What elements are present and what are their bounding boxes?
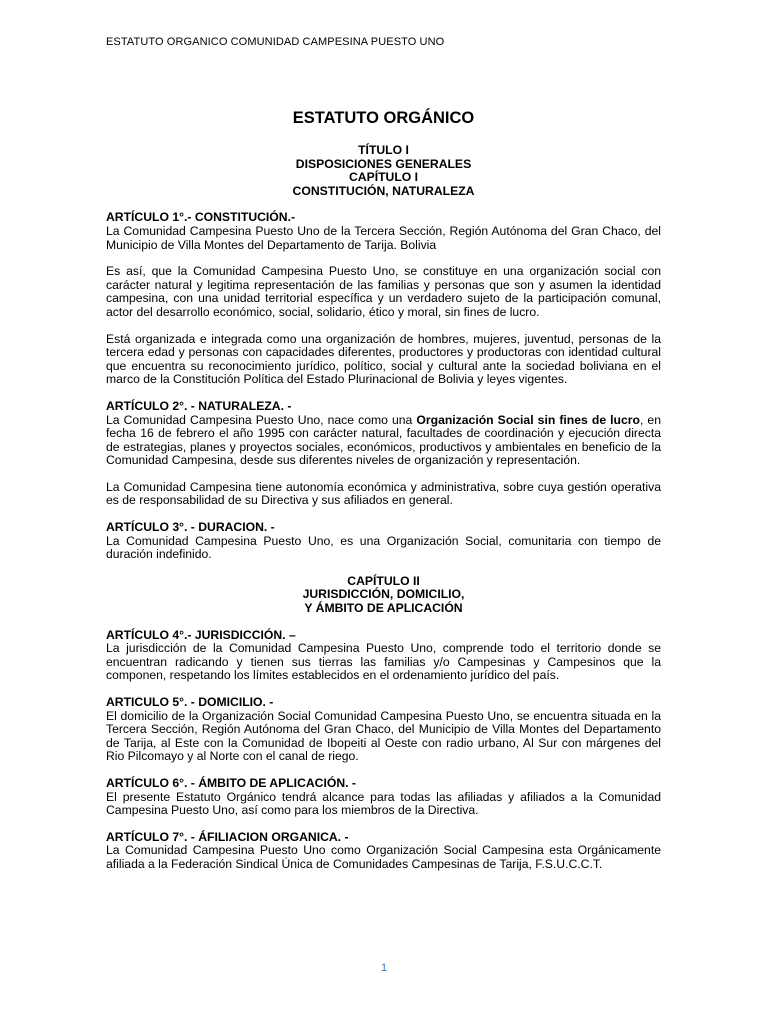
- article-2-text-end: , en fecha 16 de febrero el año 1995 con carácter natural, facultades de coordinación y ejecución directa de estrategias, planes y proyectos sociales, económicos, productivos y ambientales en beneficio de la Comunidad Campesina, desde sus diferentes niveles de organización y representación.: [106, 412, 661, 468]
- title-block-2: [106, 575, 661, 616]
- article-2-paragraph-1: [106, 414, 661, 468]
- chapter-2-subheading-1: JURISDICCIÓN, DOMICILIO,: [302, 587, 465, 602]
- document-body: [106, 108, 661, 872]
- article-2-bold-phrase: Organización Social sin fines de lucro: [416, 412, 640, 427]
- article-4-heading: ARTÍCULO 4°.- JURISDICCIÓN. –: [106, 627, 296, 642]
- article-2-heading: ARTÍCULO 2°. - NATURALEZA. -: [106, 398, 292, 413]
- article-2-paragraph-2: La Comunidad Campesina tiene autonomía económica y administrativa, sobre cuya gestión operativa es de responsabilidad de su Directiva y sus afiliados en general.: [106, 479, 661, 508]
- chapter-2-subheading-2: Y ÁMBITO DE APLICACIÓN: [304, 601, 463, 616]
- article-3-heading: ARTÍCULO 3°. - DURACION. -: [106, 520, 275, 535]
- article-7-paragraph-1: La Comunidad Campesina Puesto Uno como Organización Social Campesina esta Orgánicamente afiliada a la Federación Sindical Única de Comunidades Campesinas de Tarija, F.S.U.C.C.T.: [106, 843, 661, 871]
- article-1-paragraph-2: Es así, que la Comunidad Campesina Puesto Uno, se constituye en una organización social con carácter natural y legitima representación de las familias y personas que son y asumen la identidad campesina, con una unidad territorial específica y un verdadero sujeto de la participación comunal, actor del desarrollo económico, social, solidario, ético y moral, sin fines de lucro.: [106, 264, 661, 319]
- running-header: ESTATUTO ORGANICO COMUNIDAD CAMPESINA PUESTO UNO: [106, 36, 445, 48]
- chapter-subheading: CONSTITUCIÓN, NATURALEZA: [292, 183, 475, 198]
- article-6-heading: ARTÍCULO 6°. - ÁMBITO DE APLICACIÓN. -: [106, 775, 356, 790]
- chapter-heading: CAPÍTULO I: [348, 170, 419, 185]
- titulo-heading: TÍTULO I: [358, 143, 409, 157]
- titulo-subheading: DISPOSICIONES GENERALES: [295, 156, 472, 171]
- article-3-paragraph-1: La Comunidad Campesina Puesto Uno, es una Organización Social, comunitaria con tiempo de duración indefinido.: [106, 533, 661, 562]
- article-1-paragraph-3: Está organizada e integrada como una organización de hombres, mujeres, juventud, personas de la tercera edad y personas con capacidades diferentes, productores y productoras con identidad cultural que encuentra su reconocimiento jurídico, político, social y cultural ante la sociedad boliviana en el marco de la Constitución Política del Estado Plurinacional de Bolivia y leyes vigentes.: [106, 331, 661, 387]
- article-5-paragraph-1: El domicilio de la Organización Social Comunidad Campesina Puesto Uno, se encuentra situada en la Tercera Sección, Región Autónoma del Gran Chaco, del Municipio de Villa Montes del Departamento de Tarija, al Este con la Comunidad de Ibopeiti al Oeste con radio urbano, Al Sur con márgenes del Rio Pilcomayo y al Norte con el canal de riego.: [106, 708, 661, 764]
- article-4-paragraph-1: La jurisdicción de la Comunidad Campesina Puesto Uno, comprende todo el territorio donde se encuentran radicando y tienen sus tierras las familias y/o Campesinas y Campesinos que la componen, respetando los límites establecidos en el ordenamiento jurídico del país.: [106, 641, 661, 683]
- article-1-paragraph-1: La Comunidad Campesina Puesto Uno de la Tercera Sección, Región Autónoma del Gran Chaco, del Municipio de Villa Montes del Departamento de Tarija. Bolivia: [106, 223, 661, 252]
- article-5-heading: ARTICULO 5°. - DOMICILIO. -: [106, 695, 274, 709]
- article-7-heading: ARTÍCULO 7°. - ÁFILIACION ORGANICA. -: [106, 829, 349, 844]
- article-1-heading: ARTÍCULO 1°.- CONSTITUCIÓN.-: [106, 210, 296, 225]
- article-2-text-start: La Comunidad Campesina Puesto Uno, nace como una: [106, 412, 417, 427]
- article-6-paragraph-1: El presente Estatuto Orgánico tendrá alcance para todas las afiliadas y afiliados a la Comunidad Campesina Puesto Uno, así como para los miembros de la Directiva.: [106, 789, 661, 818]
- title-block-1: [106, 144, 661, 198]
- chapter-2-heading: CAPÍTULO II: [347, 573, 420, 588]
- document-title: ESTATUTO ORGÁNICO: [292, 109, 475, 127]
- page-number: 1: [380, 962, 388, 974]
